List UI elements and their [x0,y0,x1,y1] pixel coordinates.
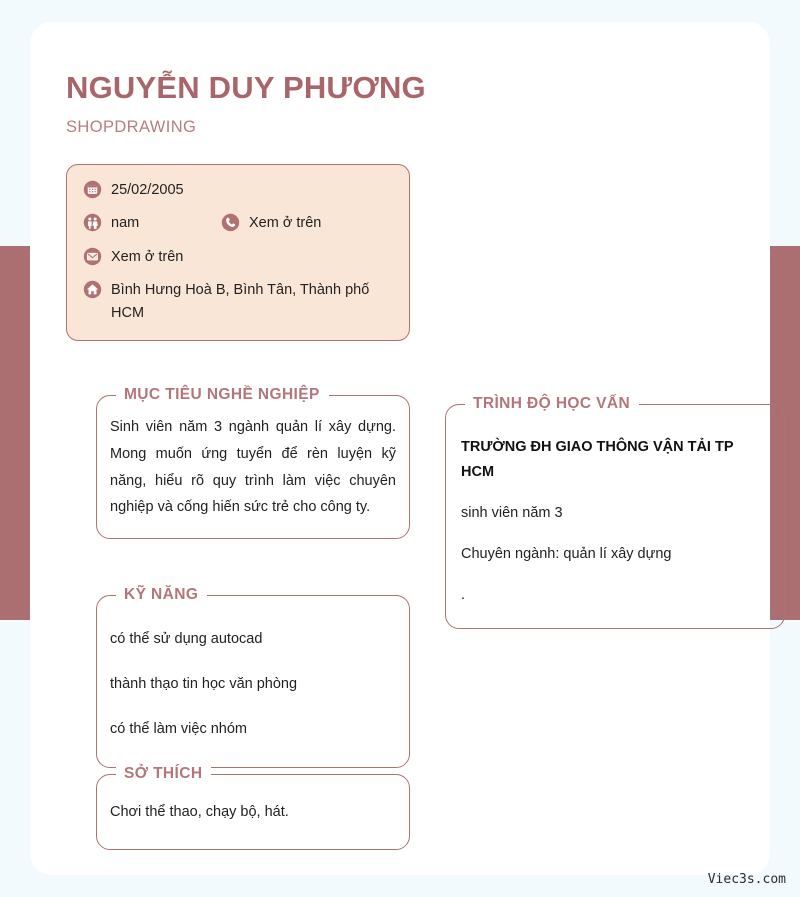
envelope-icon [83,247,102,266]
cv-card [30,22,770,875]
section-objective-body [96,384,410,539]
skill-item: có thể làm việc nhóm [110,721,248,738]
contact-info-box [66,164,410,341]
section-skills-body [96,584,410,768]
skill-item: thành thạo tin học văn phòng [110,676,298,693]
section-hobbies [96,763,410,850]
education-detail-line: Chuyên ngành: quản lí xây dựng [461,545,672,562]
objective-text: Sinh viên năm 3 ngành quản lí xây dựng. Mong muốn ứng tuyển để rèn luyện kỹ năng, hiểu rõ quy trình làm việc chuyên nghiệp và cống hiến sức trẻ cho công ty. [110,419,396,516]
contact-email-value: Xem ở trên [111,248,184,265]
section-skills-title: KỸ NĂNG [116,584,207,606]
section-objective-title: MỤC TIÊU NGHỀ NGHIỆP [116,384,329,406]
contact-gender-value: nam [111,215,140,232]
site-watermark: Viec3s.com [707,872,786,887]
home-icon [83,280,102,299]
contact-email [83,246,183,268]
contact-address [83,279,393,324]
section-skills [96,584,410,768]
section-education-title: TRÌNH ĐỘ HỌC VẤN [465,393,639,415]
contact-row [83,279,393,324]
section-education [445,393,785,629]
contact-birthdate-value: 25/02/2005 [111,182,184,198]
skill-item: có thể sử dụng autocad [110,631,263,647]
hobbies-text: Chơi thể thao, chạy bộ, hát. [110,804,289,820]
education-detail-line: sinh viên năm 3 [461,504,563,521]
section-objective [96,384,410,539]
education-detail-line: . [461,587,466,604]
contact-row [83,246,393,268]
contact-address-value: Bình Hưng Hoà B, Bình Tân, Thành phố HCM [111,282,370,321]
contact-birthdate [83,179,184,201]
contact-gender [83,212,221,234]
contact-phone-value: Xem ở trên [249,215,322,232]
candidate-name: NGUYỄN DUY PHƯƠNG [66,70,426,105]
section-hobbies-title: SỞ THÍCH [116,763,211,785]
decorative-bar-left [0,246,32,620]
candidate-role: SHOPDRAWING [66,118,197,136]
contact-row [83,179,393,201]
education-school-name: TRƯỜNG ĐH GIAO THÔNG VẬN TẢI TP HCM [461,439,734,481]
calendar-icon [83,180,102,199]
gender-icon [83,213,102,232]
phone-icon [221,213,240,232]
section-education-body [445,393,785,629]
contact-phone [221,212,321,234]
contact-row [83,212,393,234]
